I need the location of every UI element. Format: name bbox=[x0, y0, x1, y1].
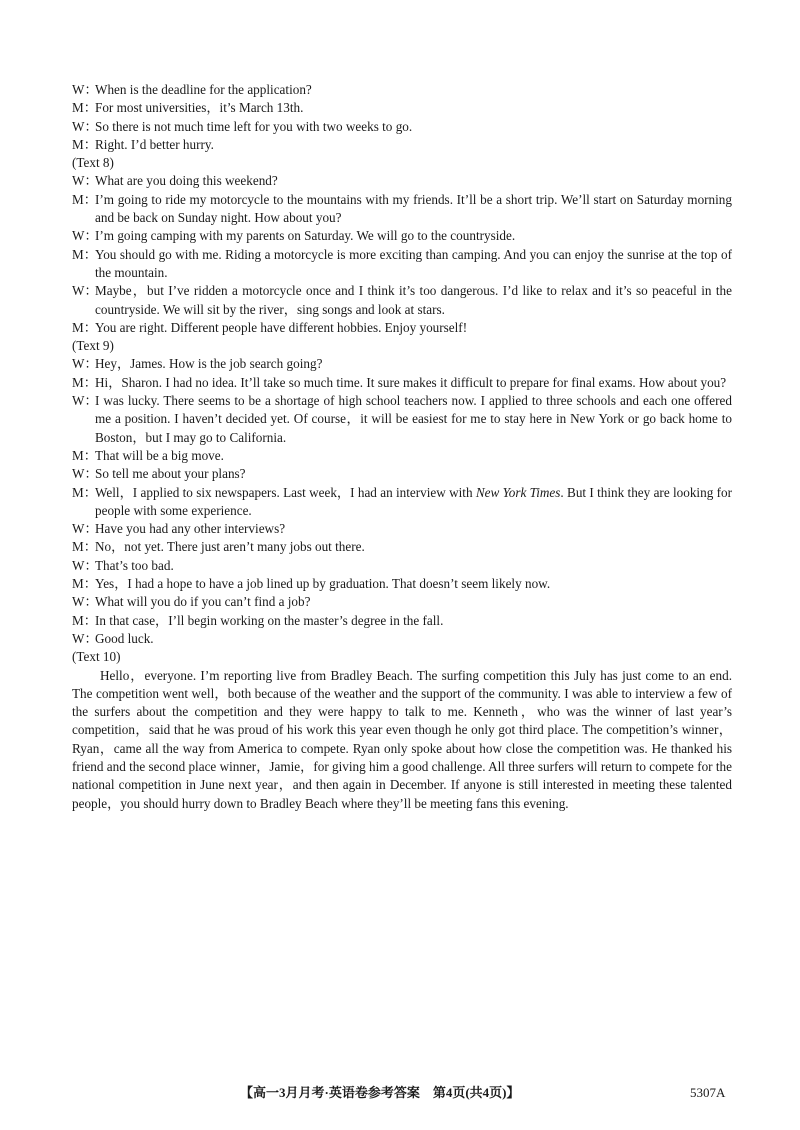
dialogue-text-part: So there is not much time left for you with two weeks to go. bbox=[95, 118, 413, 134]
speaker-label: W： bbox=[72, 594, 98, 610]
speaker-label: M： bbox=[72, 136, 97, 152]
dialogue-line bbox=[72, 282, 732, 319]
dialogue-text-part: Right. I’d better hurry. bbox=[95, 136, 214, 152]
dialogue-text bbox=[95, 538, 732, 556]
footer-title: 【高一3月月考·英语卷参考答案 第4页(共4页)】 bbox=[240, 1085, 520, 1100]
dialogue-text bbox=[95, 575, 732, 593]
speaker-label: W： bbox=[72, 466, 98, 482]
dialogue-text bbox=[95, 355, 732, 373]
speaker-label: M： bbox=[72, 374, 97, 390]
dialogue-text bbox=[95, 447, 732, 465]
dialogue-text-part: Hi，Sharon. I had no idea. It’ll take so much time. It sure makes it difficult to prepare for final exams. How about you? bbox=[95, 374, 727, 390]
dialogue-line bbox=[72, 319, 732, 337]
dialogue-text-part: Hey，James. How is the job search going? bbox=[95, 356, 323, 372]
dialogue-text bbox=[95, 136, 732, 154]
speaker-label: W： bbox=[72, 173, 98, 189]
speaker-label: M： bbox=[72, 100, 97, 116]
text-section-label: (Text 8) bbox=[72, 155, 114, 171]
dialogue-text bbox=[95, 99, 732, 117]
dialogue-line bbox=[72, 118, 732, 136]
dialogue-text-part: No，not yet. There just aren’t many jobs out there. bbox=[95, 539, 365, 555]
speaker-label: M： bbox=[72, 576, 97, 592]
dialogue-text-part: Good luck. bbox=[95, 630, 154, 646]
dialogue-text bbox=[95, 81, 732, 99]
dialogue-line bbox=[72, 465, 732, 483]
speaker-label: W： bbox=[72, 557, 98, 573]
monologue-paragraph: Hello，everyone. I’m reporting live from Bradley Beach. The surfing competition this July has just come to an end. The competition went well，both because of the weather and the support of the community. I was able to interview a few of the surfers about the competition and they were happy to talk to me. Kenneth，who was the winner of last year’s competition，said that he was proud of his work this year even though he only got third place. The competition’s winner，Ryan，came all the way from America to compete. Ryan only spoke about how close the competition was. He thanked his friend and the second place winner，Jamie，for giving him a good challenge. All three surfers will return to compete for the national competition in June next year，and then again in December. If anyone is still interested in meeting these talented people，you should hurry down to Bradley Beach where they’ll be meeting fans this evening. bbox=[72, 667, 732, 811]
dialogue-line bbox=[72, 392, 732, 447]
dialogue-text bbox=[95, 612, 732, 630]
speaker-label: M： bbox=[72, 484, 97, 500]
dialogue-text-part: What are you doing this weekend? bbox=[95, 173, 278, 189]
dialogue-line bbox=[72, 136, 732, 154]
speaker-label: M： bbox=[72, 539, 97, 555]
dialogue-text-part: What will you do if you can’t find a job? bbox=[95, 594, 311, 610]
dialogue-line bbox=[72, 520, 732, 538]
dialogue-line bbox=[72, 191, 732, 228]
speaker-label: W： bbox=[72, 228, 98, 244]
speaker-label: M： bbox=[72, 447, 97, 463]
speaker-label: M： bbox=[72, 319, 97, 335]
dialogue-text-part: You should go with me. Riding a motorcycle is more exciting than camping. And you can enjoy the sunrise at the top of the mountain. bbox=[95, 246, 732, 280]
dialogue-text bbox=[95, 484, 732, 521]
dialogue-line bbox=[72, 227, 732, 245]
dialogue-line bbox=[72, 172, 732, 190]
dialogue-line bbox=[72, 374, 732, 392]
italic-title: New York Times bbox=[475, 484, 561, 500]
dialogue-line bbox=[72, 538, 732, 556]
speaker-label: M： bbox=[72, 612, 97, 628]
dialogue-line bbox=[72, 593, 732, 611]
speaker-label: W： bbox=[72, 283, 98, 299]
dialogue-text-part: That’s too bad. bbox=[95, 557, 174, 573]
dialogue-text-part: Well，I applied to six newspapers. Last week，I had an interview with bbox=[95, 484, 476, 500]
dialogue-text bbox=[95, 282, 732, 319]
dialogue-text bbox=[95, 172, 732, 190]
dialogue-text bbox=[95, 246, 732, 283]
dialogue-text-part: Have you had any other interviews? bbox=[95, 521, 286, 537]
dialogue-text-part: For most universities，it’s March 13th. bbox=[95, 100, 304, 116]
speaker-label: M： bbox=[72, 191, 97, 207]
dialogue-text-part: When is the deadline for the application? bbox=[95, 82, 312, 97]
dialogue-text bbox=[95, 118, 732, 136]
page-footer bbox=[0, 1083, 800, 1103]
dialogue-text bbox=[95, 520, 732, 538]
dialogue-line bbox=[72, 246, 732, 283]
listening-transcript bbox=[72, 81, 732, 813]
dialogue-text bbox=[95, 593, 732, 611]
dialogue-text bbox=[95, 557, 732, 575]
dialogue-text bbox=[95, 227, 732, 245]
dialogue-line bbox=[72, 630, 732, 648]
dialogue-line bbox=[72, 99, 732, 117]
dialogue-text-part: You are right. Different people have different hobbies. Enjoy yourself! bbox=[95, 319, 468, 335]
dialogue-line bbox=[72, 484, 732, 521]
dialogue-text bbox=[95, 392, 732, 447]
text-section-label: (Text 9) bbox=[72, 338, 114, 354]
dialogue-line bbox=[72, 575, 732, 593]
speaker-label: W： bbox=[72, 521, 98, 537]
speaker-label: W： bbox=[72, 393, 98, 409]
dialogue-text-part: Maybe，but I’ve ridden a motorcycle once and I think it’s too dangerous. I’d like to relax and it’s so peaceful in the countryside. We will sit by the river，sing songs and look at stars. bbox=[95, 283, 732, 317]
dialogue-text-part: So tell me about your plans? bbox=[95, 466, 246, 482]
speaker-label: W： bbox=[72, 118, 98, 134]
dialogue-line bbox=[72, 355, 732, 373]
dialogue-line bbox=[72, 557, 732, 575]
dialogue-text-part: In that case，I’ll begin working on the master’s degree in the fall. bbox=[95, 612, 444, 628]
dialogue-line bbox=[72, 612, 732, 630]
dialogue-text-part: I was lucky. There seems to be a shortage of high school teachers now. I applied to three schools and each one offered me a position. I haven’t decided yet. Of course，it will be easiest for me to stay here in New York or go back home to Boston，but I may go to California. bbox=[95, 393, 732, 445]
dialogue-text bbox=[95, 191, 732, 228]
dialogue-text bbox=[95, 374, 732, 392]
dialogue-text bbox=[95, 465, 732, 483]
dialogue-text bbox=[95, 319, 732, 337]
speaker-label: M： bbox=[72, 246, 97, 262]
dialogue-line bbox=[72, 81, 732, 99]
speaker-label: W： bbox=[72, 82, 98, 97]
footer-code: 5307A bbox=[690, 1085, 726, 1100]
dialogue-line bbox=[72, 447, 732, 465]
dialogue-text-part: I’m going to ride my motorcycle to the mountains with my friends. It’ll be a short trip. We’ll start on Saturday morning and be back on Sunday night. How about you? bbox=[95, 191, 732, 226]
speaker-label: W： bbox=[72, 356, 98, 372]
dialogue-text-part: That will be a big move. bbox=[95, 447, 224, 463]
text-section-label: (Text 10) bbox=[72, 649, 121, 665]
dialogue-text-part: Yes，I had a hope to have a job lined up by graduation. That doesn’t seem likely now. bbox=[95, 576, 551, 592]
speaker-label: W： bbox=[72, 630, 98, 646]
dialogue-text-part: I’m going camping with my parents on Saturday. We will go to the countryside. bbox=[95, 228, 516, 244]
dialogue-text-part: . But I think they are looking for people with some experience. bbox=[95, 484, 732, 518]
dialogue-text bbox=[95, 630, 732, 648]
